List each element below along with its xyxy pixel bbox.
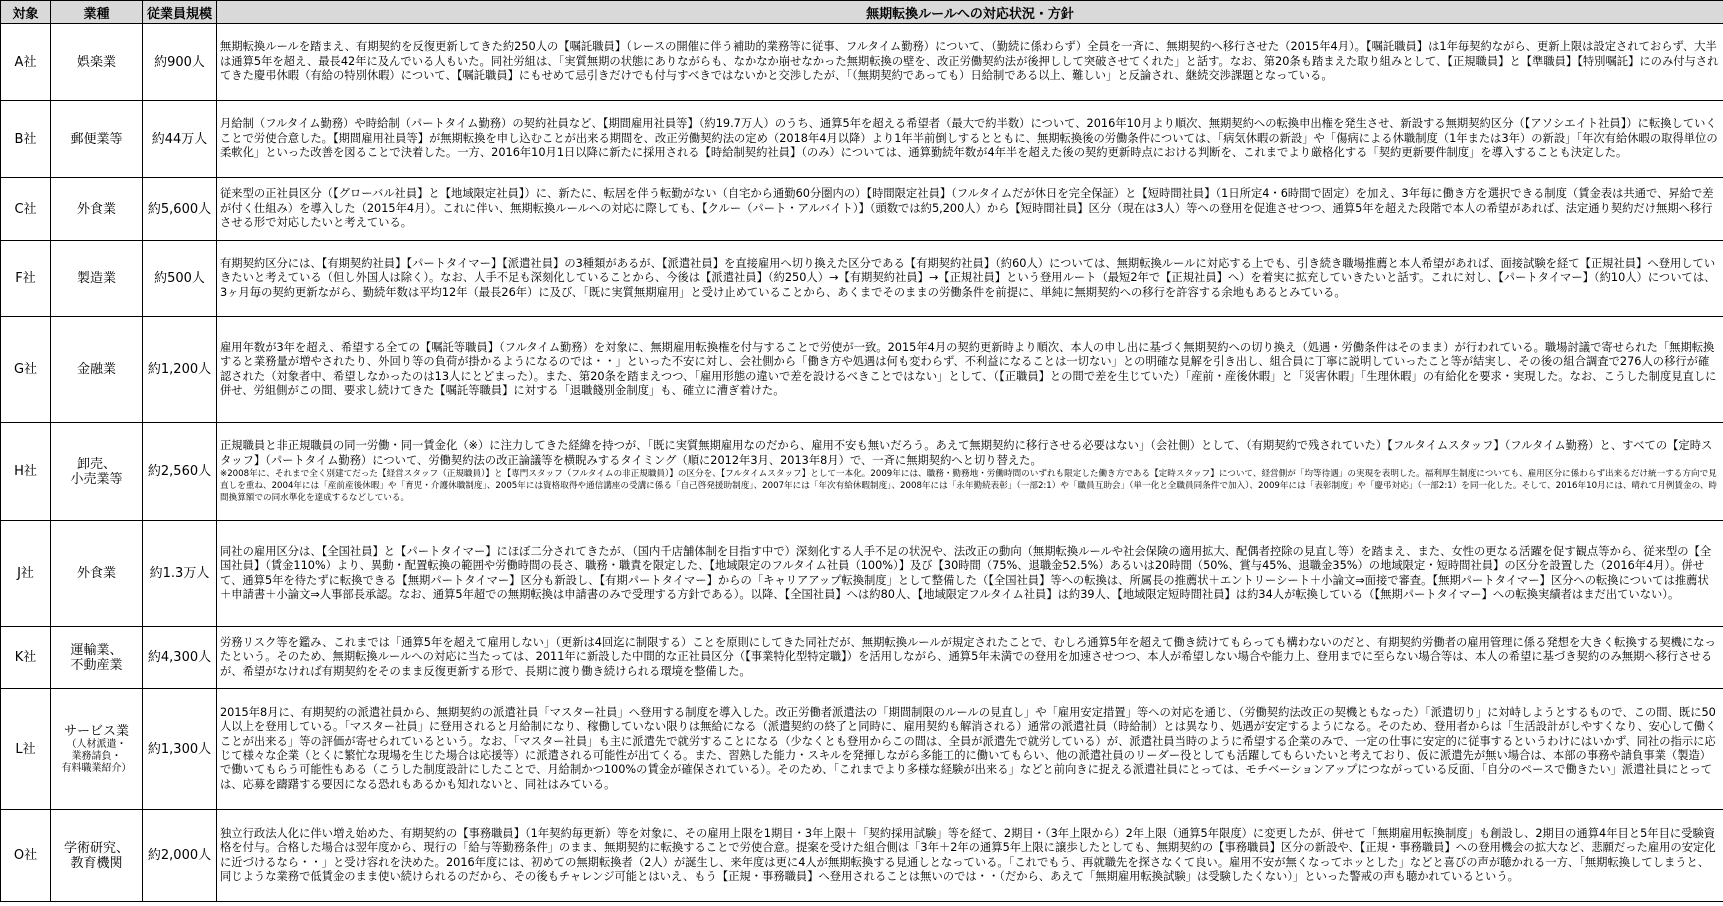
cell-policy: 有期契約区分には、【有期契約社員】【パートタイマー】【派遣社員】の3種類があるが、【派遣社員】を直接雇用へ切り換えた区分である【有期契約社員】（約60人）については、無期転換ルールに対応する上でも、引き続き職場推薦と本人希望があれば、面接試験を経て【正規社員】へ登用していきたいと考えている（但し外国人は除く）。なお、人手不足も深刻化していることから、今後は【派遣社員】（約250人）→【有期契約社員】→【正規社員】という登用ルート（最短2年で【正規社員】へ）を着実に拡充していきたいと話す。これに対し、【パートタイマー】（約10人）については、3ヶ月毎の契約更新ながら、勤続年数は平均12年（最長26年）に及び、「既に実質無期雇用」と受け止めていることから、あくまでそのままの労働条件を前提に、単純に無期契約への移行を許容する余地もあるとみている。 — [217, 241, 1723, 317]
header-industry: 業種 — [51, 1, 143, 24]
header-target: 対象 — [1, 1, 51, 24]
industry-main: サービス業 — [63, 723, 129, 739]
header-row — [1, 1, 1723, 24]
policy-text: 正規職員と非正規職員の同一労働・同一賃金化（※）に注力してきた経緯を持つが、「既に実質無期雇用なのだから、雇用不安も無いだろう。あえて無期契約に移行させる必要はない」（会社側）として、（有期契約で残されていた）【フルタイムスタッフ】（フルタイム勤務）と、すべての【定時スタッフ】（パートタイム勤務）について、労働契約法の改正論議等を横睨みするタイミング（順に2012年3月、2013年8月）で、一斉に無期契約へと切り替えた。 — [220, 439, 1713, 467]
cell-target: G社 — [1, 317, 51, 423]
cell-policy: 同社の雇用区分は、【全国社員】と【パートタイマー】にほぼ二分されてきたが、（国内千店舗体制を目指す中で）深刻化する人手不足の状況や、法改正の動向（無期転換ルールや社会保険の適用拡大、配偶者控除の見直し等）を踏まえ、また、女性の更なる活躍を促す観点等から、従来型の【全国社員】（賃金110%）より、異動・配置転換の範囲や労働時間の長さ、職務・職責を限定した、【地域限定のフルタイム社員（100%）】及び【30時間（75%、退職金52.5%）あるいは20時間（50%、賞与45%、退職金35%）の地域限定・短時間社員】の区分を設置した（2016年4月）。併せて、通算5年を待たずに転換できる【無期パートタイマー】区分も新設し、【有期パートタイマー】からの「キャリアアップ転換制度」として整備した（【全国社員】等への転換は、所属長の推薦状＋エントリーシート＋小論文⇒面接で審査。【無期パートタイマー】区分への転換については推薦状＋申請書＋小論文⇒人事部長承認。なお、通算5年超での無期転換は申請書のみで受理する方針である）。以降、【全国社員】へは約80人、【地域限定フルタイム社員】は約39人、【地域限定短時間社員】は約34人が転換している（【無期パートタイマー】への転換実績者はまだ出ていない）。 — [217, 521, 1723, 627]
cell-size: 約1,200人 — [143, 317, 217, 423]
cell-size: 約44万人 — [143, 101, 217, 178]
cell-size: 約1,300人 — [143, 689, 217, 810]
cell-industry: 娯楽業 — [51, 24, 143, 101]
cell-target: A社 — [1, 24, 51, 101]
cell-target: B社 — [1, 101, 51, 178]
cell-policy: 労務リスク等を鑑み、これまでは「通算5年を超えて雇用しない」（更新は4回迄に制限する）ことを原則にしてきた同社だが、無期転換ルールが規定されたことで、むしろ通算5年を超えて働き続けてもらっても構わないのだと、有期契約労働者の雇用管理に係る発想を大きく転換する契機になったという。そのため、無期転換ルールへの対応に当たっては、2011年に新設した中間的な正社員区分（【事業特化型特定職】）を活用しながら、通算5年未満での登用を加速させつつ、本人が希望しない場合や能力上、登用までに至らない場合等は、本人の希望に基づき契約のみ無期へ移行させるが、希望がなければ有期契約をそのまま反復更新する形で、長期に渡り働き続けられる環境を整備した。 — [217, 627, 1723, 689]
table-row — [1, 521, 1723, 627]
table-row — [1, 178, 1723, 241]
cell-target: O社 — [1, 810, 51, 902]
table-row — [1, 24, 1723, 101]
table-row — [1, 627, 1723, 689]
table-row — [1, 317, 1723, 423]
cell-industry: 外食業 — [51, 521, 143, 627]
table-row — [1, 810, 1723, 902]
policy-footnote: ※2008年に、それまで全く別建てだった【経営スタッフ（正規職員）】と【専門スタッフ（フルタイムの非正規職員）】の区分を、【フルタイムスタッフ】として一本化。2009年には、職務・勤務地・労働時間のいずれも限定した働き方である【定時スタッフ】について、経営側が「均等待遇」の実現を表明した。福利厚生制度についても、雇用区分に係わらず出来るだけ統一する方向で見直しを重ね、2004年には「産前産後休暇」や「育児・介護休職制度」、2005年には資格取得や通信講座の受講に係る「自己啓発援助制度」、2007年には「年次有給休暇制度」、2008年には「永年勤続表彰」（一部2:1）や「職員互助会」（単一化と全職員同条件で加入）、2009年には「表彰制度」や「慶弔対応」（一部2:1）を同一化した。そして、2016年10月には、晴れて月例賃金の、時間換算額での同水準化を達成するなどしている。 — [220, 468, 1718, 503]
cell-policy: 無期転換ルールを踏まえ、有期契約を反復更新してきた約250人の【嘱託職員】（レースの開催に伴う補助的業務等に従事、フルタイム勤務）について、（勤続に係わらず）全員を一斉に、無期契約へ移行させた（2015年4月）。【嘱託職員】は1年毎契約ながら、更新上限は設定されておらず、大半は通算5年を超え、最長42年に及んでいる人もいた。同社労組は、「実質無期の状態にありながらも、なかなか崩せなかった無期転換の壁を、改正労働契約法が後押しして突破させてくれた」と話す。なお、第20条も踏まえた取り組みとして、【正規職員】と【準職員】【特別嘱託】にのみ付与されてきた慶弔休暇（有給の特別休暇）について、【嘱託職員】にもせめて忌引きだけでも付与すべきではないかと交渉したが、「（無期契約であっても）日給制である以上、難しい」と反論され、継続交渉課題となっている。 — [217, 24, 1723, 101]
cell-policy: 従来型の正社員区分（【グローバル社員】と【地域限定社員】）に、新たに、転居を伴う転勤がない（自宅から通勤60分圏内の）【時間限定社員】（フルタイムだが休日を完全保証）と【短時間社員】（1日所定4・6時間で固定）を加え、3年毎に働き方を選択できる制度（賃金表は共通で、昇給で差が付く仕組み）を導入した（2015年4月）。これに伴い、無期転換ルールへの対応に際しても、【クルー（パート・アルバイト）】（頭数では約5,200人）から【短時間社員】区分（現在は3人）等への登用を促進させつつ、通算5年を超えた段階で本人の希望があれば、法定通り契約だけ無期へ移行させる形で対応したいと考えている。 — [217, 178, 1723, 241]
cell-policy: 2015年8月に、有期契約の派遣社員から、無期契約の派遣社員「マスター社員」へ登用する制度を導入した。改正労働者派遣法の「期間制限のルールの見直し」や「雇用安定措置」等への対応を通じ、（労働契約法改正の契機ともなった）「派遣切り」に対峙しようとするもので、この間、既に50人以上を登用している。「マスター社員」に登用されると月給制になり、稼働していない限りは無給になる（派遣契約の終了と同時に、雇用契約も解消される）通常の派遣社員（時給制）とは異なり、処遇が安定するようになる。そのため、登用者からは「生活設計がしやすくなり、安心して働くことが出来る」等の評価が寄せられているという。なお、「マスター社員」も主に派遣先で就労することになる（少なくとも登用からこの間は、全員が派遣先で就労している）が、派遣社員当時のように希望する企業のみで、一定の仕事に安定的に従事するというわけにはいかず、同社の指示に応じて様々な企業（とくに繁忙な現場を生じた場合は応援等）に派遣される可能性が出てくる。また、習熟した能力・スキルを発揮しながら多能工的に働いてもらい、他の派遣社員のリーダー役としても活躍してもらいたいと考えており、仮に派遣先が無い場合は、本部の事務や請負事業（製造）で働いてもらう可能性もある（こうした制度設計にしたことで、月給制かつ100%の賃金が確保されている）。そのため、「これまでより多様な経験が出来る」などと前向きに捉える派遣社員にとっては、モチベーションアップにつながっている反面、「自分のペースで働きたい」派遣社員にとっては、応募を躊躇する要因になる恐れもあるかも知れないと、同社はみている。 — [217, 689, 1723, 810]
cell-policy: 独立行政法人化に伴い増え始めた、有期契約の【事務職員】（1年契約毎更新）等を対象に、その雇用上限を1期目・3年上限＋「契約採用試験」等を経て、2期目・（3年上限から）2年上限（通算5年限度）に変更したが、併せて「無期雇用転換制度」も創設し、2期目の通算4年目と5年目に受験資格を付与。合格した場合は翌年度から、現行の「給与等勤務条件」のまま、無期契約に転換することで労使合意。提案を受けた組合側は「3年＋2年の通算5年上限に譲歩したとしても、無期契約の【事務職員】区分の新設や、【正規・事務職員】への登用機会の拡大など、悲願だった雇用の安定化に近づけるなら・・」と受け容れを決めた。2016年度には、初めての無期転換者（2人）が誕生し、来年度は更に4人が無期転換する見通しとなっている。「これでもう、再就職先を探さなくて良い。雇用不安が無くなってホッとした」などと喜びの声が聴かれる一方、「無期転換してしまうと、同じような業務で低賃金のまま使い続けられるのだから、その後もチャレンジ可能とはいえ、もう【正規・事務職員】へ登用されることは無いのでは・・（だから、あえて「無期雇用転換試験」は受験したくない）」といった警戒の声も聴かれているという。 — [217, 810, 1723, 902]
cell-policy: 雇用年数が3年を超え、希望する全ての【嘱託等職員】（フルタイム勤務）を対象に、無期雇用転換権を付与することで労使が一致。2015年4月の契約更新時より順次、本人の申し出に基づく無期契約への切り換え（処遇・労働条件はそのまま）が行われている。職場討議で寄せられた「無期転換すると業務量が増やされたり、外回り等の負荷が掛かるようになるのでは・・」といった不安に対し、会社側から「働き方や処遇は何も変わらず、不利益になることは一切ない」との明確な見解を引き出し、組合員に丁寧に説明していったこと等が結実し、その後の組合調査で276人の移行が確認された（対象者中、希望しなかったのは13人にとどまった）。また、第20条を踏まえつつ、「雇用形態の違いで差を設けるべきことではない」として、（【正職員】との間で差を生じていた）「産前・産後休暇」と「災害休暇」「生理休暇」の有給化を要求・実現した。なお、こうした制度見直しに併せ、労組側がこの間、要求し続けてきた【嘱託等職員】に対する「退職餞別金制度」も、確立に漕ぎ着けた。 — [217, 317, 1723, 423]
cell-size: 約4,300人 — [143, 627, 217, 689]
table-row — [1, 423, 1723, 521]
cell-target: C社 — [1, 178, 51, 241]
cell-industry — [51, 689, 143, 810]
industry-sub: （人材派遣・ 業務請負・ 有料職業紹介） — [61, 738, 132, 774]
cell-size: 約2,000人 — [143, 810, 217, 902]
header-size: 従業員規模 — [143, 1, 217, 24]
cell-target: L社 — [1, 689, 51, 810]
cell-policy: 月給制（フルタイム勤務）や時給制（パートタイム勤務）の契約社員など、【期間雇用社員等】（約19.7万人）のうち、通算5年を超える希望者（最大で約半数）について、2016年10月より順次、無期契約への転換申出権を発生させ、新設する無期契約区分（【アソシエイト社員】）に転換していくことで労使合意した。【期間雇用社員等】が無期転換を申し込むことが出来る期間を、改正労働契約法の定め（2018年4月以降）より1年半前倒しするとともに、無期転換後の労働条件については、「病気休暇の新設」や「傷病による休職制度（1年または3年）の新設」「年次有給休暇の取得単位の柔軟化」といった改善を図ることで決着した。一方、2016年10月1日以降に新たに採用される【時給制契約社員】（のみ）については、通算勤続年数が4年半を超えた後の契約更新時点における判断を、これまでより厳格化する「契約更新要件制度」を導入することも決定した。 — [217, 101, 1723, 178]
table-row — [1, 101, 1723, 178]
cell-policy — [217, 423, 1723, 521]
cell-industry: 郵便業等 — [51, 101, 143, 178]
cell-target: K社 — [1, 627, 51, 689]
cell-size: 約2,560人 — [143, 423, 217, 521]
cell-target: H社 — [1, 423, 51, 521]
cell-size: 約5,600人 — [143, 178, 217, 241]
table-row — [1, 241, 1723, 317]
cell-size: 約1.3万人 — [143, 521, 217, 627]
cell-industry: 卸売、 小売業等 — [51, 423, 143, 521]
table-row — [1, 689, 1723, 810]
cell-industry: 製造業 — [51, 241, 143, 317]
cell-industry: 学術研究、 教育機関 — [51, 810, 143, 902]
cell-size: 約500人 — [143, 241, 217, 317]
cell-target: F社 — [1, 241, 51, 317]
cell-industry: 運輸業、 不動産業 — [51, 627, 143, 689]
cell-industry: 金融業 — [51, 317, 143, 423]
cell-size: 約900人 — [143, 24, 217, 101]
cell-target: J社 — [1, 521, 51, 627]
header-policy: 無期転換ルールへの対応状況・方針 — [217, 1, 1723, 24]
cell-industry: 外食業 — [51, 178, 143, 241]
